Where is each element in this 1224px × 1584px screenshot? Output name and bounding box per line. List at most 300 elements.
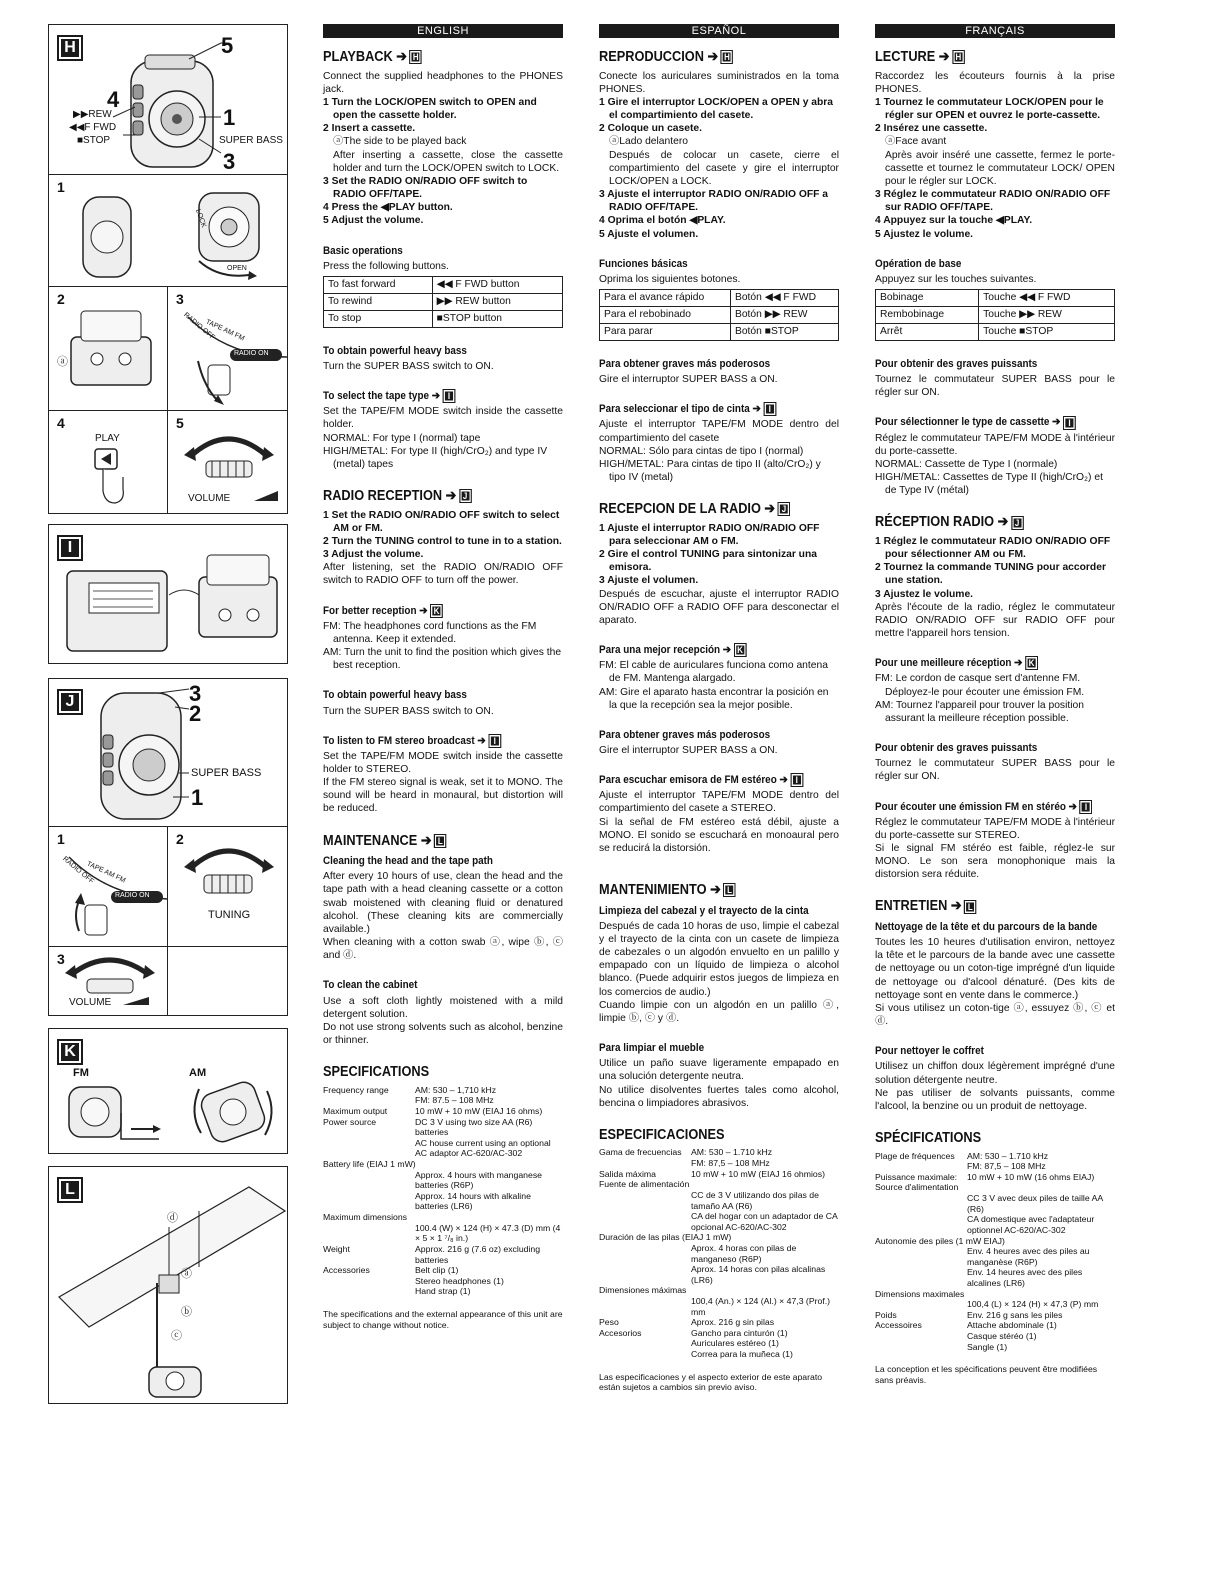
step-5: 5 Ajuste el volumen. — [599, 228, 699, 240]
table-cell: Touche ▶▶ REW — [979, 307, 1115, 324]
spec-key — [875, 1267, 967, 1288]
tape-high: HIGH/METAL: Para cintas de tipo II (alto/CrO₂) y tipo IV (metal) — [599, 458, 821, 484]
spec-value: Aprox. 4 horas con pilas de manganeso (R6P) — [691, 1242, 797, 1264]
spec-row — [599, 1147, 839, 1158]
spec-key: Source d'alimentation — [875, 1182, 959, 1193]
spec-value: CA domestique avec l'adaptateur optionnel AC-620/AC-302 — [967, 1214, 1095, 1235]
spec-key: Poids — [875, 1309, 897, 1320]
step-number: 4 — [57, 415, 65, 431]
spec-key: Maximum output — [323, 1105, 388, 1116]
step-3: 3 Réglez le commutateur RADIO ON/RADIO OFF sur RADIO OFF/TAPE. — [875, 189, 1111, 214]
table-cell: Rembobinage — [876, 307, 979, 324]
figure-ref-icon: J — [778, 502, 790, 516]
step-4: 4 Press the ◀PLAY button. — [323, 202, 453, 214]
spec-key — [599, 1190, 691, 1211]
spec-value: FM: 87,5 – 108 MHz — [691, 1158, 770, 1169]
spec-value: AM: 530 – 1.710 kHz — [691, 1147, 773, 1158]
basic-operations-heading: Funciones básicas — [599, 257, 688, 270]
spec-key — [599, 1349, 691, 1360]
better-am: AM: Turn the unit to find the position which gives the best reception. — [323, 647, 562, 672]
spec-row — [599, 1328, 839, 1339]
tape-text: Ajuste el interruptor TAPE/FM MODE dentro del compartimiento del casete — [599, 419, 839, 444]
radio-after: After listening, set the RADIO ON/RADIO OFF switch to RADIO OFF to turn off the power. — [323, 562, 563, 587]
table-cell: ■STOP button — [432, 310, 562, 327]
better-reception-heading: For better reception ➔ K — [323, 604, 539, 618]
language-header: ENGLISH — [323, 24, 563, 38]
cabinet-text-2: Ne pas utiliser de solvants puissants, comme l'alcool, la benzine ou un produit de nettoyage. — [875, 1087, 1115, 1112]
spec-row — [599, 1296, 839, 1317]
spec-value: Belt clip (1) — [415, 1265, 459, 1276]
spec-note: The specifications and the external appearance of this unit are subject to change without notice. — [323, 1308, 563, 1330]
cabinet-text-1: Utilisez un chiffon doux légèrement imprégné d'une solution détergente neutre. — [875, 1061, 1115, 1086]
spec-value: Env. 14 heures avec des piles alcalines (LR6) — [967, 1267, 1083, 1288]
basic-intro: Oprima los siguientes botones. — [599, 273, 741, 285]
spec-value: AC house current using an optional AC adaptor AC-620/AC-302 — [415, 1137, 551, 1159]
basic-intro: Press the following buttons. — [323, 260, 449, 272]
spec-row — [875, 1161, 1115, 1172]
language-header: ESPAÑOL — [599, 24, 839, 38]
figure-h-main — [49, 25, 287, 175]
figure-ref-icon: L — [434, 834, 446, 848]
circled-a-label: ⓐ — [57, 356, 68, 368]
spec-key — [875, 1161, 967, 1172]
spec-row — [323, 1286, 563, 1297]
radio-step-2: 2 Gire el control TUNING para sintonizar una emisora. — [599, 549, 817, 574]
spec-key: Salida máxima — [599, 1168, 656, 1179]
table-cell: ◀◀ F FWD button — [432, 276, 562, 293]
bass2-heading: To obtain powerful heavy bass — [323, 689, 467, 702]
rew-label: ▶▶REW — [73, 109, 112, 120]
super-bass-label: SUPER BASS — [219, 135, 283, 146]
spec-row — [599, 1211, 839, 1232]
circled-b-label: ⓑ — [181, 1306, 192, 1318]
stereo-text-2: Si la señal de FM estéreo está débil, ajuste a MONO. El sonido se escuchará en monoaural pero se reducirá la distorsión. — [599, 816, 839, 854]
open-holder-illustration — [49, 175, 287, 287]
figure-ref-icon: H — [410, 50, 422, 64]
figure-j-step-1 — [49, 827, 168, 947]
step-number: 2 — [176, 831, 184, 847]
spec-value: Env. 216 g sans les piles — [967, 1309, 1063, 1320]
cleaning-text-2: Cuando limpie con un algodón en un palillo ⓐ, limpie ⓑ, ⓒ y ⓓ. — [599, 999, 839, 1024]
am-label: AM — [189, 1067, 207, 1079]
circled-c-label: ⓒ — [171, 1330, 182, 1342]
table-cell: To stop — [324, 310, 433, 327]
spec-key — [599, 1243, 691, 1264]
table-row — [876, 307, 1115, 324]
circled-d-label: ⓓ — [167, 1212, 178, 1224]
intro-text: Connect the supplied headphones to the PHONES jack. — [323, 70, 563, 95]
better-fm: FM: The headphones cord functions as the FM antenna. Keep it extended. — [323, 620, 537, 645]
spec-value: 10 mW + 10 mW (EIAJ 16 ohmios) — [691, 1168, 825, 1179]
spec-value: 100,4 (L) × 124 (H) × 47,3 (P) mm — [967, 1299, 1099, 1310]
bass-text: Turn the SUPER BASS switch to ON. — [323, 360, 494, 372]
step-2: 2 Insert a cassette. — [323, 123, 416, 135]
cleaning-text-2: When cleaning with a cotton swab ⓐ, wipe ⓑ, ⓒ and ⓓ. — [323, 937, 563, 962]
step-number: 1 — [57, 831, 65, 847]
spec-key — [599, 1338, 691, 1349]
spec-key — [875, 1193, 967, 1214]
specifications-heading: SPÉCIFICATIONS — [875, 1130, 982, 1147]
step-1: 1 Turn the LOCK/OPEN switch to OPEN and open the cassette holder. — [323, 96, 537, 122]
circled-a-label: ⓐ — [181, 1268, 192, 1280]
spec-row — [875, 1267, 1115, 1288]
radio-step-3: 3 Ajuste el volumen. — [599, 575, 699, 587]
better-am: AM: Gire el aparato hasta encontrar la posición en la que la recepción sea la mejor posible. — [599, 686, 829, 711]
spec-key — [323, 1170, 415, 1191]
spec-row — [323, 1138, 563, 1159]
cabinet-text-1: Use a soft cloth lightly moistened with a mild detergent solution. — [323, 995, 563, 1020]
cleaning-text: Después de cada 10 horas de uso, limpie el cabezal y el trayecto de la cinta con un casete de limpieza de cabezales o un algodón envuelto en un palillo y empapado con un líquido de limpieza o alcohol blanco. (Puede adquirir estos juegos de limpieza en los comercios de audio.) — [599, 920, 839, 998]
spec-row — [875, 1172, 1115, 1183]
playback-heading: REPRODUCCION ➔ H — [599, 48, 810, 67]
radio-off-label: RADIO OFF — [61, 855, 95, 886]
intro-text: Raccordez les écouteurs fournis à la prise PHONES. — [875, 70, 1115, 95]
spec-value: AM: 530 – 1,710 kHz — [415, 1084, 497, 1095]
basic-operations-heading: Basic operations — [323, 244, 403, 257]
cabinet-text-2: No utilice disolventes fuertes tales como alcohol, bencina o limpiadores abrasivos. — [599, 1084, 839, 1109]
table-row — [876, 324, 1115, 341]
spec-row — [875, 1151, 1115, 1162]
spec-row — [875, 1342, 1115, 1353]
radio-on-label: RADIO ON — [115, 892, 150, 899]
stereo-text-1: Ajuste el interruptor TAPE/FM MODE dentro del compartimiento del casete a STEREO. — [599, 790, 839, 815]
specifications-heading: ESPECIFICACIONES — [599, 1126, 725, 1143]
step-2-note: ⓐLado delantero — [609, 136, 689, 148]
stereo-heading: Para escuchar emisora de FM estéreo ➔ I — [599, 773, 815, 787]
figure-h-step-4 — [49, 411, 168, 513]
stop-label: ■STOP — [77, 135, 111, 146]
spec-row — [323, 1159, 563, 1170]
lock-label: LOCK — [193, 208, 208, 229]
spec-value: Gancho para cinturón (1) — [691, 1327, 788, 1338]
tape-normal: NORMAL: For type I (normal) tape — [323, 432, 481, 444]
spec-row — [323, 1244, 563, 1265]
table-row — [876, 290, 1115, 307]
figure-ref-icon: I — [1080, 800, 1093, 814]
spec-value: Approx. 14 hours with alkaline batteries (LR6) — [415, 1190, 531, 1212]
tape-type-heading: Pour sélectionner le type de cassette ➔ I — [875, 415, 1091, 429]
table-cell: Botón ▶▶ REW — [730, 307, 838, 324]
radio-after: Después de escuchar, ajuste el interruptor RADIO ON/RADIO OFF a RADIO OFF para desconectar el aparato. — [599, 588, 839, 626]
figure-badge: I — [57, 535, 83, 561]
insert-cassette-illustration — [49, 287, 168, 411]
figure-ref-icon: L — [723, 883, 735, 897]
open-label: OPEN — [227, 265, 247, 272]
step-2-note: ⓐThe side to be played back — [333, 136, 467, 148]
spec-row — [599, 1190, 839, 1211]
language-header: FRANÇAIS — [875, 24, 1115, 38]
spec-value: Approx. 216 g (7.6 oz) excluding batteries — [415, 1243, 541, 1265]
spec-key — [323, 1276, 415, 1287]
spec-key: Gama de frecuencias — [599, 1147, 682, 1158]
spec-key — [875, 1331, 967, 1342]
figure-badge: J — [57, 689, 83, 715]
spec-key: Duración de las pilas (EIAJ 1 mW) — [599, 1232, 732, 1243]
spec-row — [323, 1212, 563, 1223]
spec-value: CA del hogar con un adaptador de CA opcional AC-620/AC-302 — [691, 1211, 838, 1232]
table-row — [600, 290, 839, 307]
table-row — [324, 293, 563, 310]
figure-j-step-3 — [49, 947, 168, 1015]
spec-row — [875, 1193, 1115, 1214]
stereo-text-1: Réglez le commutateur TAPE/FM MODE à l'intérieur du porte-cassette sur STEREO. — [875, 816, 1115, 841]
radio-step-2: 2 Turn the TUNING control to tune in to a station. — [323, 535, 562, 547]
tape-type-heading: To select the tape type ➔ I — [323, 389, 539, 403]
playback-heading: LECTURE ➔ H — [875, 48, 1086, 67]
better-reception-heading: Pour une meilleure réception ➔ K — [875, 656, 1091, 670]
spec-key: Dimensions maximales — [875, 1288, 965, 1299]
spec-row — [599, 1264, 839, 1285]
cleaning-illustration — [49, 1167, 288, 1404]
cleaning-heading: Limpieza del cabezal y el trayecto de la cinta — [599, 904, 809, 917]
tape-text: Set the TAPE/FM MODE switch inside the cassette holder. — [323, 406, 563, 431]
table-cell: Para parar — [600, 324, 731, 341]
figure-h — [48, 24, 288, 514]
bass-text: Gire el interruptor SUPER BASS a ON. — [599, 374, 778, 386]
spec-key: Frequency range — [323, 1084, 389, 1095]
radio-step-1: 1 Set the RADIO ON/RADIO OFF switch to select AM or FM. — [323, 509, 560, 534]
tape-mode-switch-illustration — [49, 525, 288, 664]
spec-key: Plage de fréquences — [875, 1150, 955, 1161]
press-play-illustration — [49, 411, 168, 513]
tape-high: HIGH/METAL: Cassettes de Type II (high/CrO₂) et de Type IV (métal) — [875, 472, 1103, 497]
spec-row — [875, 1214, 1115, 1235]
step-5: 5 Ajustez le volume. — [875, 228, 974, 240]
radio-heading: RECEPCION DE LA RADIO ➔ J — [599, 500, 810, 519]
radio-after: Après l'écoute de la radio, réglez le commutateur RADIO ON/RADIO OFF sur RADIO OFF pour mettre l'appareil hors tension. — [875, 601, 1115, 640]
step-2-detail: Después de colocar un casete, cierre el compartimiento del casete y gire el interruptor LOCK/OPEN a LOCK. — [609, 149, 839, 187]
spec-value: 100.4 (W) × 124 (H) × 47.3 (D) mm (4 × 5 × 1 ⁷/₈ in.) — [415, 1222, 561, 1244]
ffwd-label: ◀◀F FWD — [69, 122, 117, 133]
figure-h-step-3 — [168, 287, 287, 411]
cabinet-heading: Pour nettoyer le coffret — [875, 1045, 984, 1058]
callout-5: 5 — [221, 33, 234, 58]
spec-key — [599, 1264, 691, 1285]
figure-ref-icon: I — [790, 773, 803, 787]
spec-value: FM: 87.5 – 108 MHz — [415, 1095, 494, 1106]
spec-key — [323, 1095, 415, 1106]
spec-key — [599, 1158, 691, 1169]
step-2-detail: After inserting a cassette, close the cassette holder and turn the LOCK/OPEN switch to LOCK. — [333, 149, 563, 174]
callout-4: 4 — [107, 87, 120, 112]
maintenance-heading: MAINTENANCE ➔ L — [323, 832, 534, 851]
figure-ref-icon: J — [1011, 516, 1023, 530]
maintenance-heading: MANTENIMIENTO ➔ L — [599, 881, 810, 900]
spec-row — [599, 1158, 839, 1169]
spec-value — [731, 1232, 839, 1243]
spec-key: Maximum dimensions — [323, 1212, 408, 1223]
spec-value — [416, 1159, 563, 1170]
spec-row — [875, 1289, 1115, 1300]
spec-row — [323, 1265, 563, 1276]
volume-label: VOLUME — [188, 493, 231, 504]
spec-row — [323, 1095, 563, 1106]
step-number: 3 — [176, 291, 184, 307]
better-fm: FM: El cable de auriculares funciona como antena de FM. Mantenga alargado. — [599, 660, 828, 685]
table-row — [600, 324, 839, 341]
bass-text: Tournez le commutateur SUPER BASS pour le régler sur ON. — [875, 374, 1115, 399]
bass-heading: To obtain powerful heavy bass — [323, 344, 467, 357]
radio-off-label: RADIO OFF — [182, 311, 216, 342]
tape-normal: NORMAL: Sólo para cintas de tipo I (normal) — [599, 445, 804, 457]
step-4: 4 Oprima el botón ◀PLAY. — [599, 215, 726, 227]
table-row — [324, 310, 563, 327]
spec-key — [875, 1246, 967, 1267]
spec-key — [875, 1299, 967, 1310]
cleaning-text: After every 10 hours of use, clean the head and the tape path with a head cleaning cassette or a cotton swab moistened with cleaning fluid or denatured alcohol. (These cleaning kits are commercially available.) — [323, 871, 563, 935]
spec-row — [599, 1349, 839, 1360]
spec-value: Attache abdominale (1) — [967, 1320, 1057, 1331]
callout-2: 2 — [189, 701, 202, 726]
spec-key — [599, 1296, 691, 1317]
step-number: 1 — [57, 179, 65, 195]
spec-key: Peso — [599, 1317, 619, 1328]
spec-key: Weight — [323, 1243, 350, 1254]
cassette-player-illustration — [49, 25, 287, 175]
cleaning-text-2: Si vous utilisez un coton-tige ⓐ, essuyez ⓑ, ⓒ et ⓓ. — [875, 1002, 1115, 1028]
radio-heading: RADIO RECEPTION ➔ J — [323, 487, 534, 506]
tape-high: HIGH/METAL: For type II (high/CrO₂) and type IV (metal) tapes — [323, 445, 548, 470]
spec-key — [323, 1138, 415, 1159]
spec-key: Power source — [323, 1116, 377, 1127]
spec-value — [689, 1179, 839, 1190]
spec-value: Stereo headphones (1) — [415, 1275, 504, 1286]
figure-h-step-1 — [49, 175, 287, 287]
english-column — [323, 24, 563, 1330]
better-reception-heading: Para una mejor recepción ➔ K — [599, 643, 815, 657]
spec-key — [323, 1191, 415, 1212]
figure-h-step-2 — [49, 287, 168, 411]
spec-note: Las especificaciones y el aspecto exterior de este aparato están sujetos a cambios sin previo aviso. — [599, 1371, 823, 1393]
spec-row — [875, 1320, 1115, 1331]
tape-normal: NORMAL: Cassette de Type I (normale) — [875, 458, 1058, 470]
figure-badge: L — [57, 1177, 83, 1203]
tuning-wheel-illustration — [168, 827, 287, 947]
spec-value: Auriculares estéreo (1) — [691, 1338, 779, 1349]
callout-1: 1 — [223, 105, 236, 130]
table-cell: Para el avance rápido — [600, 290, 731, 307]
figure-ref-icon: K — [430, 604, 443, 618]
spec-key: Accesorios — [599, 1327, 642, 1338]
spec-row — [323, 1106, 563, 1117]
spec-value: FM: 87,5 – 108 MHz — [967, 1161, 1046, 1172]
table-cell: Touche ◀◀ F FWD — [979, 290, 1115, 307]
figure-i — [48, 524, 288, 664]
spec-row — [323, 1170, 563, 1191]
super-bass-label: SUPER BASS — [191, 767, 262, 779]
spec-key: Accessoires — [875, 1320, 922, 1331]
spec-key — [599, 1211, 691, 1232]
figure-ref-icon: L — [964, 900, 976, 914]
step-2-detail: Après avoir inséré une cassette, fermez le porte-cassette et tournez le commutateur LOCK/ OPEN pour le régler sur LOCK. — [885, 149, 1115, 187]
spec-key — [875, 1342, 967, 1353]
spec-row — [323, 1191, 563, 1212]
french-column — [875, 24, 1115, 1385]
basic-operations-heading: Opération de base — [875, 257, 962, 270]
spec-key: Puissance maximale: — [875, 1171, 958, 1182]
callout-3: 3 — [189, 681, 202, 706]
figure-j-main — [49, 679, 287, 827]
figure-ref-icon: J — [459, 489, 471, 503]
spec-row — [599, 1179, 839, 1190]
bass2-heading: Para obtener graves más poderosos — [599, 728, 771, 741]
cleaning-heading: Cleaning the head and the tape path — [323, 855, 493, 868]
step-3: 3 Set the RADIO ON/RADIO OFF switch to RADIO OFF/TAPE. — [323, 175, 528, 201]
radio-on-label: RADIO ON — [234, 350, 269, 357]
figure-k — [48, 1028, 288, 1154]
better-fm: FM: Le cordon de casque sert d'antenne FM. Déployez-le pour écouter une émission FM. — [875, 673, 1085, 698]
spec-row — [875, 1299, 1115, 1310]
spec-value: Approx. 4 hours with manganese batteries (R6P) — [415, 1169, 543, 1191]
spec-key — [323, 1286, 415, 1297]
specifications-list — [875, 1151, 1115, 1353]
spec-value — [958, 1182, 1115, 1193]
table-cell: Botón ■STOP — [730, 324, 838, 341]
spanish-column — [599, 24, 839, 1393]
spec-note: La conception et les spécifications peuvent être modifiées sans préavis. — [875, 1364, 1098, 1385]
radio-switch-illustration — [49, 827, 168, 947]
radio-step-3: 3 Ajustez le volume. — [875, 588, 974, 600]
volume-label: VOLUME — [69, 997, 112, 1008]
spec-row — [599, 1338, 839, 1349]
radio-heading: RÉCEPTION RADIO ➔ J — [875, 513, 1086, 532]
spec-value: CC 3 V avec deux piles de taille AA (R6) — [967, 1193, 1103, 1214]
cleaning-heading: Nettoyage de la tête et du parcours de la bande — [875, 921, 1098, 934]
step-5: 5 Adjust the volume. — [323, 215, 424, 227]
figure-ref-icon: I — [488, 734, 501, 748]
spec-value: 10 mW + 10 mW (EIAJ 16 ohms) — [415, 1105, 543, 1116]
bass2-heading: Pour obtenir des graves puissants — [875, 742, 1038, 755]
figure-l — [48, 1166, 288, 1404]
spec-key — [875, 1214, 967, 1235]
table-row — [600, 307, 839, 324]
spec-value: AM: 530 – 1.710 kHz — [967, 1150, 1049, 1161]
stereo-text-2: Si le signal FM stéréo est faible, réglez-le sur MONO. Le son sera monophonique mais la distorsion sera réduite. — [875, 842, 1115, 881]
spec-value: Env. 4 heures avec des piles au manganèse (R6P) — [967, 1246, 1090, 1267]
spec-value: 100,4 (An.) × 124 (Al.) × 47,3 (Prof.) mm — [691, 1295, 831, 1317]
bass2-text: Gire el interruptor SUPER BASS a ON. — [599, 745, 778, 757]
spec-row — [599, 1232, 839, 1243]
figure-ref-icon: H — [952, 50, 964, 64]
step-4: 4 Appuyez sur la touche ◀PLAY. — [875, 215, 1033, 227]
spec-row — [875, 1236, 1115, 1247]
spec-key: Dimensiones máximas — [599, 1285, 687, 1296]
spec-value — [686, 1285, 839, 1296]
stereo-text-2: If the FM stereo signal is weak, set it to MONO. The sound will be heard in monaural, but distortion will be reduced. — [323, 777, 563, 815]
bass2-text: Tournez le commutateur SUPER BASS pour le régler sur ON. — [875, 758, 1115, 783]
cleaning-text: Toutes les 10 heures d'utilisation environ, nettoyez la tête et le parcours de la bande avec une cassette de nettoyage ou un coton-tige imprégné d'un liquide de nettoyage ou d'alcool dénaturé. (Des kits de nettoyage sont en vente dans le commerce.) — [875, 937, 1115, 1001]
antenna-illustration — [49, 1029, 288, 1154]
intro-text: Conecte los auriculares suministrados en la toma PHONES. — [599, 70, 839, 95]
play-label: PLAY — [95, 433, 120, 444]
spec-value: CC de 3 V utilizando dos pilas de tamaño AA (R6) — [691, 1189, 819, 1211]
spec-value: 10 mW + 10 mW (16 ohms EIAJ) — [967, 1171, 1095, 1182]
table-cell: ▶▶ REW button — [432, 293, 562, 310]
table-cell: Para el rebobinado — [600, 307, 731, 324]
spec-row — [599, 1169, 839, 1180]
spec-value: Casque stéréo (1) — [967, 1330, 1037, 1341]
figure-ref-icon: I — [443, 389, 456, 403]
figure-ref-icon: H — [721, 50, 733, 64]
cabinet-heading: To clean the cabinet — [323, 979, 418, 992]
maintenance-heading: ENTRETIEN ➔ L — [875, 897, 1086, 916]
callout-1: 1 — [191, 785, 204, 810]
spec-row — [323, 1085, 563, 1096]
table-cell: Touche ■STOP — [979, 324, 1115, 341]
figure-badge: H — [57, 35, 83, 61]
radio-unit-illustration — [49, 679, 287, 827]
figure-j-step-2 — [168, 827, 287, 947]
